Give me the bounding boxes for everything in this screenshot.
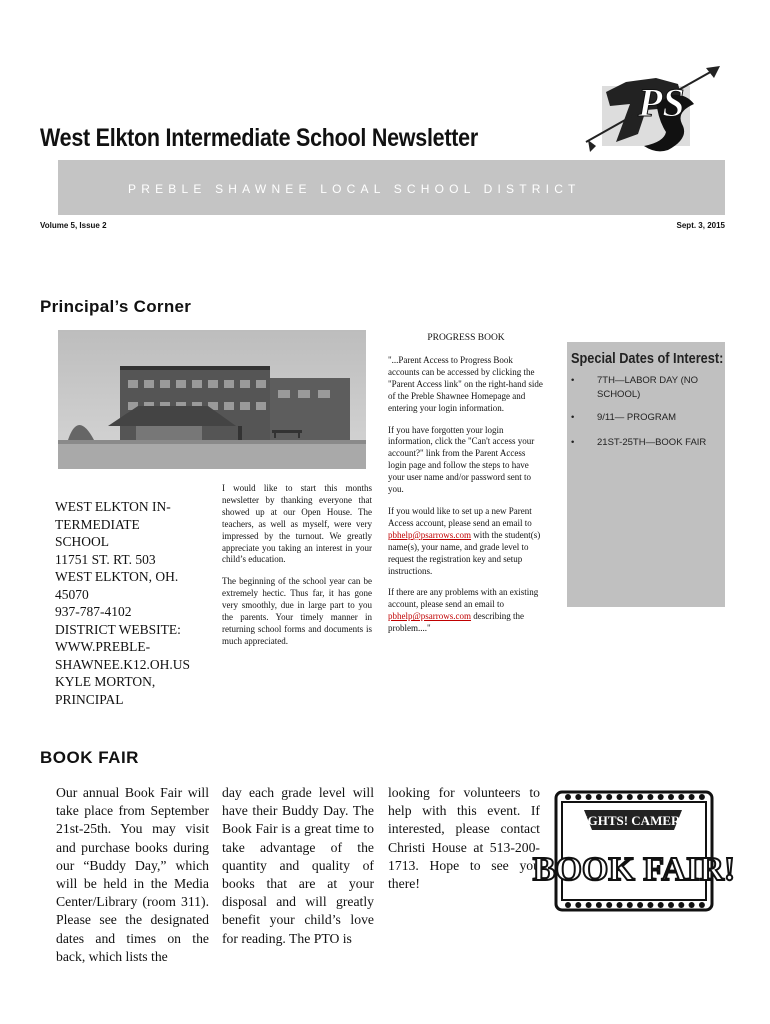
marquee-bulb [699, 794, 705, 800]
volume-issue: Volume 5, Issue 2 [40, 221, 107, 230]
progress-paragraph: If you have forgotten your login information, click the "Can't access your account?" link from the Parent Access login page and follow the steps to have your user name and/or password sent to you. [388, 424, 535, 495]
issue-date: Sept. 3, 2015 [676, 221, 725, 230]
marquee-bulb [689, 902, 695, 908]
progress-paragraph: "...Parent Access to Progress Book accounts can be accessed by clicking the "Parent Access link" on the right-hand side of the Preble Shawnee Homepage and entering your login information. [388, 355, 543, 413]
book-fair-image-top-text: LIGHTS! CAMERA! [573, 813, 695, 828]
special-date-item: • 21ST-25TH—BOOK FAIR [571, 437, 707, 448]
marquee-bulb [617, 902, 623, 908]
bullet-icon: • [571, 437, 575, 448]
book-fair-column-1: Our annual Book Fair will take place from September 21st-25th. You may visit and purchase books during our “Buddy Day,” which will be held in the Media Center/Library (room 311). Please see the designated dates and times on the back, which lists the [56, 785, 209, 964]
marquee-bulb [617, 794, 623, 800]
letter-paragraph: The beginning of the school year can be extremely hectic. Thus far, it has gone very smoothly, due in large part to you the parents. Your timely manner in returning school forms and documents is much appreciated. [222, 576, 372, 646]
address-line: TERMEDIATE [55, 516, 140, 532]
book-fair-column-2: day each grade level will have their Buddy Day. The Book Fair is a great time to take advantage of the quantity and quality of books that are at your disposal and will greatly benefit your child’s love for reading. The PTO is [222, 785, 374, 946]
district-name: PREBLE SHAWNEE LOCAL SCHOOL DISTRICT [128, 182, 581, 196]
marquee-bulb [565, 902, 571, 908]
progress-paragraph: If there are any problems with an existing account, please send an email to pbhelp@psarrows.com describing the problem...." [388, 587, 539, 634]
progress-book-title: PROGRESS BOOK [427, 333, 505, 343]
progress-book-text [388, 355, 546, 645]
book-fair-column-3: looking for volunteers to help with this event. If interested, please contact Christi House at 513-200-1713. Hope to see you there! [388, 785, 540, 892]
ps-arrows-logo [586, 64, 722, 156]
address-line: SHAWNEE.K12.OH.US [55, 656, 191, 672]
marquee-bulb [627, 794, 633, 800]
marquee-bulb [596, 794, 602, 800]
book-fair-image-bottom-text: BOOK FAIR! [532, 851, 736, 888]
book-fair-banner-image [532, 790, 736, 912]
pbhelp-email-link[interactable]: pbhelp@psarrows.com [388, 529, 472, 540]
address-line: 45070 [55, 586, 89, 602]
marquee-bulb [668, 794, 674, 800]
bullet-icon: • [571, 412, 575, 423]
address-line: SCHOOL [55, 534, 110, 549]
marquee-bulb [699, 902, 705, 908]
marquee-bulb [668, 902, 674, 908]
address-line: DISTRICT WEBSITE: [55, 621, 181, 637]
marquee-bulb [575, 794, 581, 800]
marquee-bulb [678, 794, 684, 800]
marquee-bulb [627, 902, 633, 908]
newsletter-title: West Elkton Intermediate School Newsletter [40, 124, 478, 152]
principals-corner-heading: Principal’s Corner [40, 297, 192, 316]
marquee-bulb [658, 902, 664, 908]
marquee-bulb [606, 902, 612, 908]
address-line: 937-787-4102 [55, 604, 132, 619]
marquee-bulb [586, 902, 592, 908]
marquee-bulb [575, 902, 581, 908]
marquee-bulb [678, 902, 684, 908]
letter-paragraph: I would like to start this months newsletter by thanking everyone that showed up at our Open House. The teachers, as well as myself, were very impressed by the turnout. We greatly appreciate you taking an interest in your child’s education. [222, 483, 372, 565]
special-date-item: • 9/11— PROGRAM [571, 412, 677, 423]
address-line: WWW.PREBLE- [55, 639, 151, 654]
principal-letter [222, 483, 372, 658]
address-line: KYLE MORTON, [55, 674, 156, 689]
svg-text:PS: PS [638, 80, 685, 125]
address-line: 11751 ST. RT. 503 [55, 551, 156, 567]
marquee-bulb [637, 902, 643, 908]
marquee-bulb [596, 902, 602, 908]
bullet-icon: • [571, 375, 575, 386]
marquee-bulb [606, 794, 612, 800]
marquee-bulb [689, 794, 695, 800]
progress-paragraph: If you would like to set up a new Parent Access account, please send an email to pbhelp@psarrows.com with the student(s) name(s), your name, and grade level to request the registration key and setup instructions. [388, 505, 541, 576]
address-line: WEST ELKTON IN- [55, 499, 171, 514]
special-dates-title: Special Dates of Interest: [571, 350, 724, 367]
marquee-bulb [658, 794, 664, 800]
marquee-bulb [586, 794, 592, 800]
pbhelp-email-link[interactable]: pbhelp@psarrows.com [388, 611, 472, 622]
school-address-block [55, 498, 215, 708]
address-line: WEST ELKTON, OH. [55, 569, 179, 584]
school-building-photo [58, 330, 366, 469]
address-line: PRINCIPAL [55, 691, 124, 707]
special-date-item: • 7TH—LABOR DAY (NO SCHOOL) [571, 375, 699, 400]
book-fair-heading: BOOK FAIR [40, 748, 139, 767]
marquee-bulb [647, 794, 653, 800]
marquee-bulb [637, 794, 643, 800]
marquee-bulb [647, 902, 653, 908]
marquee-bulb [565, 794, 571, 800]
